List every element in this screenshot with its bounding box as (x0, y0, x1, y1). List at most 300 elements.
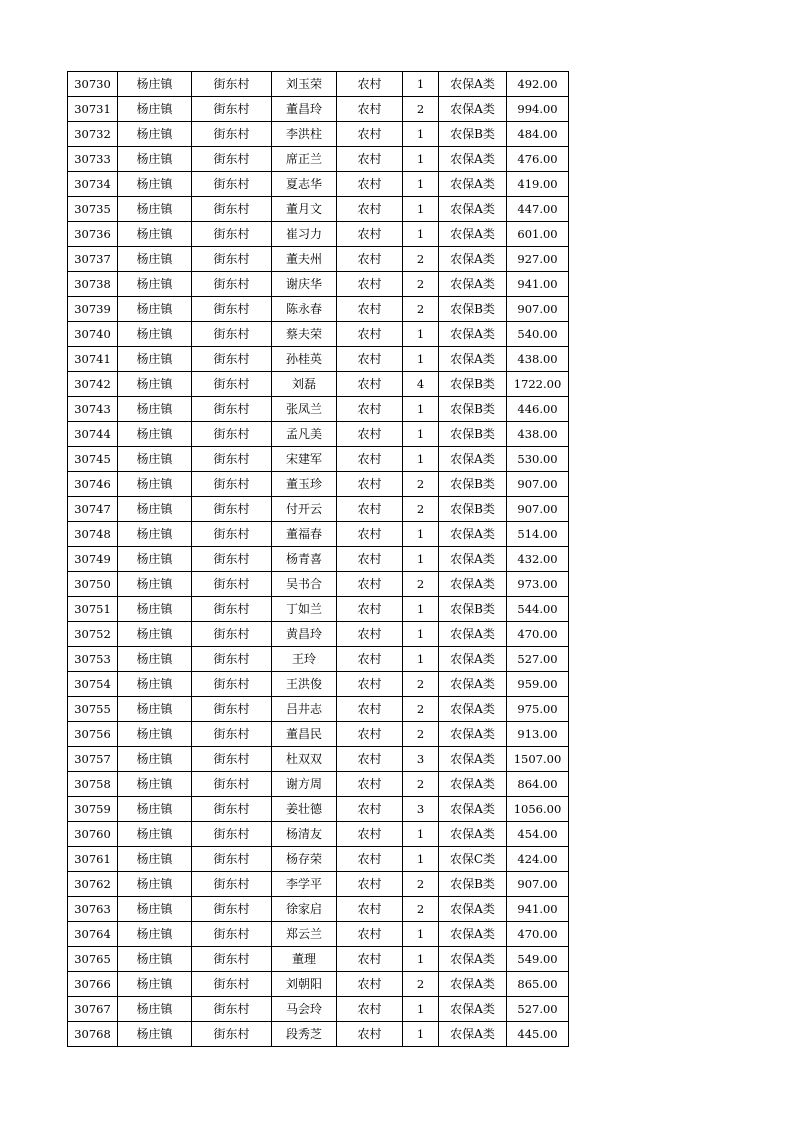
cell-amount: 492.00 (507, 72, 569, 97)
cell-person-name: 董福春 (272, 522, 337, 547)
cell-person-name: 董月文 (272, 197, 337, 222)
cell-member-count: 2 (403, 722, 439, 747)
cell-category: 农保A类 (439, 247, 507, 272)
cell-village: 街东村 (192, 472, 272, 497)
cell-town: 杨庄镇 (118, 372, 192, 397)
cell-town: 杨庄镇 (118, 322, 192, 347)
cell-record-id: 30748 (68, 522, 118, 547)
cell-town: 杨庄镇 (118, 197, 192, 222)
cell-record-id: 30737 (68, 247, 118, 272)
cell-person-name: 董昌民 (272, 722, 337, 747)
cell-category: 农保A类 (439, 522, 507, 547)
cell-member-count: 1 (403, 847, 439, 872)
cell-record-id: 30734 (68, 172, 118, 197)
table-row (68, 897, 569, 922)
cell-amount: 549.00 (507, 947, 569, 972)
cell-record-id: 30741 (68, 347, 118, 372)
cell-person-name: 徐家启 (272, 897, 337, 922)
table-row (68, 622, 569, 647)
cell-village: 街东村 (192, 247, 272, 272)
cell-town: 杨庄镇 (118, 97, 192, 122)
cell-person-name: 杜双双 (272, 747, 337, 772)
cell-record-id: 30763 (68, 897, 118, 922)
cell-member-count: 2 (403, 297, 439, 322)
cell-village: 街东村 (192, 622, 272, 647)
cell-amount: 1507.00 (507, 747, 569, 772)
cell-record-id: 30747 (68, 497, 118, 522)
cell-member-count: 1 (403, 822, 439, 847)
cell-amount: 484.00 (507, 122, 569, 147)
cell-village: 街东村 (192, 297, 272, 322)
cell-category: 农保A类 (439, 972, 507, 997)
cell-person-name: 丁如兰 (272, 597, 337, 622)
cell-member-count: 1 (403, 1022, 439, 1047)
table-row (68, 97, 569, 122)
cell-village: 街东村 (192, 897, 272, 922)
cell-amount: 927.00 (507, 247, 569, 272)
cell-category: 农保A类 (439, 1022, 507, 1047)
table-row (68, 772, 569, 797)
cell-record-id: 30740 (68, 322, 118, 347)
cell-village: 街东村 (192, 922, 272, 947)
cell-person-name: 郑云兰 (272, 922, 337, 947)
cell-amount: 1056.00 (507, 797, 569, 822)
cell-household-type: 农村 (337, 672, 403, 697)
cell-person-name: 王洪俊 (272, 672, 337, 697)
cell-record-id: 30765 (68, 947, 118, 972)
cell-member-count: 1 (403, 422, 439, 447)
cell-member-count: 1 (403, 922, 439, 947)
cell-amount: 445.00 (507, 1022, 569, 1047)
cell-village: 街东村 (192, 997, 272, 1022)
cell-amount: 907.00 (507, 497, 569, 522)
cell-town: 杨庄镇 (118, 447, 192, 472)
cell-category: 农保A类 (439, 672, 507, 697)
table-row (68, 872, 569, 897)
table-row (68, 422, 569, 447)
cell-household-type: 农村 (337, 797, 403, 822)
cell-household-type: 农村 (337, 472, 403, 497)
cell-village: 街东村 (192, 872, 272, 897)
cell-person-name: 刘玉荣 (272, 72, 337, 97)
cell-household-type: 农村 (337, 597, 403, 622)
cell-town: 杨庄镇 (118, 797, 192, 822)
cell-town: 杨庄镇 (118, 72, 192, 97)
cell-household-type: 农村 (337, 897, 403, 922)
cell-household-type: 农村 (337, 622, 403, 647)
cell-record-id: 30738 (68, 272, 118, 297)
cell-town: 杨庄镇 (118, 1022, 192, 1047)
cell-record-id: 30764 (68, 922, 118, 947)
cell-amount: 540.00 (507, 322, 569, 347)
cell-category: 农保A类 (439, 747, 507, 772)
cell-amount: 1722.00 (507, 372, 569, 397)
cell-person-name: 王玲 (272, 647, 337, 672)
cell-village: 街东村 (192, 447, 272, 472)
cell-village: 街东村 (192, 147, 272, 172)
cell-household-type: 农村 (337, 647, 403, 672)
cell-amount: 447.00 (507, 197, 569, 222)
cell-category: 农保C类 (439, 847, 507, 872)
cell-town: 杨庄镇 (118, 697, 192, 722)
cell-person-name: 吴书合 (272, 572, 337, 597)
cell-person-name: 董玉珍 (272, 472, 337, 497)
cell-person-name: 董昌玲 (272, 97, 337, 122)
cell-town: 杨庄镇 (118, 747, 192, 772)
cell-member-count: 2 (403, 672, 439, 697)
table-row (68, 747, 569, 772)
cell-village: 街东村 (192, 597, 272, 622)
cell-amount: 907.00 (507, 297, 569, 322)
cell-town: 杨庄镇 (118, 122, 192, 147)
cell-town: 杨庄镇 (118, 422, 192, 447)
cell-record-id: 30739 (68, 297, 118, 322)
cell-household-type: 农村 (337, 572, 403, 597)
cell-member-count: 1 (403, 547, 439, 572)
cell-amount: 527.00 (507, 997, 569, 1022)
cell-town: 杨庄镇 (118, 872, 192, 897)
cell-town: 杨庄镇 (118, 247, 192, 272)
table-row (68, 972, 569, 997)
cell-record-id: 30745 (68, 447, 118, 472)
cell-household-type: 农村 (337, 197, 403, 222)
cell-amount: 446.00 (507, 397, 569, 422)
cell-amount: 994.00 (507, 97, 569, 122)
table-row (68, 997, 569, 1022)
cell-member-count: 1 (403, 622, 439, 647)
cell-record-id: 30761 (68, 847, 118, 872)
cell-amount: 913.00 (507, 722, 569, 747)
cell-person-name: 谢庆华 (272, 272, 337, 297)
cell-record-id: 30768 (68, 1022, 118, 1047)
cell-category: 农保A类 (439, 147, 507, 172)
cell-village: 街东村 (192, 397, 272, 422)
cell-category: 农保A类 (439, 222, 507, 247)
cell-town: 杨庄镇 (118, 622, 192, 647)
cell-record-id: 30759 (68, 797, 118, 822)
cell-household-type: 农村 (337, 222, 403, 247)
cell-town: 杨庄镇 (118, 272, 192, 297)
cell-member-count: 2 (403, 472, 439, 497)
cell-amount: 907.00 (507, 472, 569, 497)
cell-category: 农保A类 (439, 697, 507, 722)
cell-record-id: 30746 (68, 472, 118, 497)
data-table (67, 71, 569, 1047)
cell-category: 农保B类 (439, 122, 507, 147)
cell-category: 农保A类 (439, 822, 507, 847)
cell-record-id: 30756 (68, 722, 118, 747)
table-body (68, 72, 569, 1047)
cell-person-name: 李学平 (272, 872, 337, 897)
cell-member-count: 1 (403, 522, 439, 547)
cell-household-type: 农村 (337, 447, 403, 472)
cell-person-name: 李洪柱 (272, 122, 337, 147)
cell-category: 农保A类 (439, 797, 507, 822)
cell-village: 街东村 (192, 97, 272, 122)
cell-person-name: 黄昌玲 (272, 622, 337, 647)
cell-person-name: 孙桂英 (272, 347, 337, 372)
cell-town: 杨庄镇 (118, 522, 192, 547)
table-row (68, 472, 569, 497)
cell-record-id: 30749 (68, 547, 118, 572)
cell-amount: 530.00 (507, 447, 569, 472)
cell-household-type: 农村 (337, 972, 403, 997)
cell-category: 农保A类 (439, 622, 507, 647)
cell-record-id: 30750 (68, 572, 118, 597)
cell-person-name: 席正兰 (272, 147, 337, 172)
table-row (68, 297, 569, 322)
cell-person-name: 杨清友 (272, 822, 337, 847)
cell-category: 农保A类 (439, 347, 507, 372)
table-row (68, 697, 569, 722)
cell-person-name: 董夫州 (272, 247, 337, 272)
cell-person-name: 刘朝阳 (272, 972, 337, 997)
table-row (68, 72, 569, 97)
table-row (68, 222, 569, 247)
table-row (68, 197, 569, 222)
cell-member-count: 3 (403, 797, 439, 822)
cell-record-id: 30757 (68, 747, 118, 772)
cell-village: 街东村 (192, 122, 272, 147)
cell-household-type: 农村 (337, 847, 403, 872)
cell-village: 街东村 (192, 372, 272, 397)
cell-village: 街东村 (192, 572, 272, 597)
cell-village: 街东村 (192, 272, 272, 297)
cell-household-type: 农村 (337, 947, 403, 972)
cell-amount: 975.00 (507, 697, 569, 722)
cell-record-id: 30735 (68, 197, 118, 222)
cell-person-name: 姜壮德 (272, 797, 337, 822)
cell-category: 农保A类 (439, 647, 507, 672)
cell-town: 杨庄镇 (118, 472, 192, 497)
cell-category: 农保A类 (439, 197, 507, 222)
cell-record-id: 30758 (68, 772, 118, 797)
cell-category: 农保B类 (439, 397, 507, 422)
cell-town: 杨庄镇 (118, 972, 192, 997)
cell-town: 杨庄镇 (118, 147, 192, 172)
cell-record-id: 30744 (68, 422, 118, 447)
cell-record-id: 30753 (68, 647, 118, 672)
cell-amount: 438.00 (507, 422, 569, 447)
cell-village: 街东村 (192, 347, 272, 372)
cell-person-name: 刘磊 (272, 372, 337, 397)
cell-household-type: 农村 (337, 522, 403, 547)
cell-category: 农保A类 (439, 547, 507, 572)
cell-person-name: 杨存荣 (272, 847, 337, 872)
table-row (68, 722, 569, 747)
cell-amount: 864.00 (507, 772, 569, 797)
cell-category: 农保B类 (439, 372, 507, 397)
cell-household-type: 农村 (337, 172, 403, 197)
table-row (68, 497, 569, 522)
cell-member-count: 1 (403, 997, 439, 1022)
cell-member-count: 1 (403, 172, 439, 197)
cell-household-type: 农村 (337, 497, 403, 522)
cell-household-type: 农村 (337, 122, 403, 147)
cell-member-count: 2 (403, 247, 439, 272)
cell-person-name: 董理 (272, 947, 337, 972)
table-row (68, 572, 569, 597)
cell-member-count: 1 (403, 397, 439, 422)
cell-household-type: 农村 (337, 297, 403, 322)
cell-village: 街东村 (192, 747, 272, 772)
cell-category: 农保B类 (439, 597, 507, 622)
table-row (68, 847, 569, 872)
cell-town: 杨庄镇 (118, 172, 192, 197)
cell-category: 农保B类 (439, 297, 507, 322)
table-row (68, 672, 569, 697)
cell-town: 杨庄镇 (118, 772, 192, 797)
cell-amount: 973.00 (507, 572, 569, 597)
cell-village: 街东村 (192, 697, 272, 722)
cell-person-name: 蔡夫荣 (272, 322, 337, 347)
table-row (68, 147, 569, 172)
cell-amount: 470.00 (507, 622, 569, 647)
cell-category: 农保A类 (439, 97, 507, 122)
cell-category: 农保B类 (439, 422, 507, 447)
cell-household-type: 农村 (337, 697, 403, 722)
cell-village: 街东村 (192, 322, 272, 347)
cell-amount: 941.00 (507, 272, 569, 297)
table-row (68, 1022, 569, 1047)
cell-member-count: 1 (403, 72, 439, 97)
table-row (68, 322, 569, 347)
cell-village: 街东村 (192, 1022, 272, 1047)
cell-amount: 544.00 (507, 597, 569, 622)
cell-record-id: 30732 (68, 122, 118, 147)
cell-household-type: 农村 (337, 747, 403, 772)
cell-household-type: 农村 (337, 147, 403, 172)
cell-village: 街东村 (192, 797, 272, 822)
cell-town: 杨庄镇 (118, 497, 192, 522)
cell-household-type: 农村 (337, 97, 403, 122)
cell-household-type: 农村 (337, 547, 403, 572)
cell-member-count: 2 (403, 272, 439, 297)
cell-household-type: 农村 (337, 872, 403, 897)
cell-town: 杨庄镇 (118, 897, 192, 922)
cell-member-count: 1 (403, 222, 439, 247)
cell-record-id: 30743 (68, 397, 118, 422)
cell-member-count: 2 (403, 97, 439, 122)
cell-town: 杨庄镇 (118, 297, 192, 322)
cell-record-id: 30733 (68, 147, 118, 172)
cell-household-type: 农村 (337, 997, 403, 1022)
cell-village: 街东村 (192, 497, 272, 522)
cell-member-count: 1 (403, 147, 439, 172)
cell-town: 杨庄镇 (118, 547, 192, 572)
table-row (68, 272, 569, 297)
cell-person-name: 杨青喜 (272, 547, 337, 572)
cell-town: 杨庄镇 (118, 847, 192, 872)
cell-village: 街东村 (192, 822, 272, 847)
cell-village: 街东村 (192, 722, 272, 747)
cell-town: 杨庄镇 (118, 822, 192, 847)
cell-member-count: 1 (403, 197, 439, 222)
cell-village: 街东村 (192, 522, 272, 547)
cell-town: 杨庄镇 (118, 997, 192, 1022)
table-row (68, 247, 569, 272)
table-row (68, 522, 569, 547)
cell-category: 农保B类 (439, 497, 507, 522)
cell-town: 杨庄镇 (118, 947, 192, 972)
cell-person-name: 陈永春 (272, 297, 337, 322)
cell-person-name: 崔习力 (272, 222, 337, 247)
cell-record-id: 30730 (68, 72, 118, 97)
table-row (68, 797, 569, 822)
table-row (68, 822, 569, 847)
cell-category: 农保A类 (439, 572, 507, 597)
cell-amount: 601.00 (507, 222, 569, 247)
cell-town: 杨庄镇 (118, 397, 192, 422)
cell-household-type: 农村 (337, 347, 403, 372)
cell-category: 农保B类 (439, 872, 507, 897)
cell-amount: 527.00 (507, 647, 569, 672)
cell-category: 农保A类 (439, 897, 507, 922)
cell-member-count: 3 (403, 747, 439, 772)
cell-category: 农保A类 (439, 322, 507, 347)
cell-category: 农保A类 (439, 922, 507, 947)
cell-person-name: 孟凡美 (272, 422, 337, 447)
table-row (68, 597, 569, 622)
cell-record-id: 30762 (68, 872, 118, 897)
cell-category: 农保B类 (439, 472, 507, 497)
cell-member-count: 4 (403, 372, 439, 397)
cell-person-name: 付开云 (272, 497, 337, 522)
cell-member-count: 1 (403, 447, 439, 472)
cell-village: 街东村 (192, 72, 272, 97)
cell-member-count: 2 (403, 697, 439, 722)
cell-category: 农保A类 (439, 447, 507, 472)
cell-member-count: 2 (403, 572, 439, 597)
cell-town: 杨庄镇 (118, 672, 192, 697)
cell-town: 杨庄镇 (118, 922, 192, 947)
cell-town: 杨庄镇 (118, 222, 192, 247)
cell-category: 农保A类 (439, 272, 507, 297)
cell-town: 杨庄镇 (118, 647, 192, 672)
table-row (68, 397, 569, 422)
cell-record-id: 30751 (68, 597, 118, 622)
cell-member-count: 1 (403, 322, 439, 347)
table-row (68, 172, 569, 197)
cell-household-type: 农村 (337, 422, 403, 447)
cell-record-id: 30736 (68, 222, 118, 247)
cell-town: 杨庄镇 (118, 597, 192, 622)
cell-village: 街东村 (192, 547, 272, 572)
cell-amount: 454.00 (507, 822, 569, 847)
cell-person-name: 夏志华 (272, 172, 337, 197)
cell-village: 街东村 (192, 672, 272, 697)
cell-household-type: 农村 (337, 722, 403, 747)
cell-town: 杨庄镇 (118, 347, 192, 372)
cell-person-name: 马会玲 (272, 997, 337, 1022)
cell-amount: 959.00 (507, 672, 569, 697)
cell-village: 街东村 (192, 972, 272, 997)
cell-record-id: 30760 (68, 822, 118, 847)
cell-amount: 865.00 (507, 972, 569, 997)
cell-village: 街东村 (192, 847, 272, 872)
cell-record-id: 30731 (68, 97, 118, 122)
cell-category: 农保A类 (439, 772, 507, 797)
cell-record-id: 30752 (68, 622, 118, 647)
cell-household-type: 农村 (337, 397, 403, 422)
table-row (68, 647, 569, 672)
cell-member-count: 2 (403, 497, 439, 522)
cell-category: 农保A类 (439, 72, 507, 97)
cell-village: 街东村 (192, 772, 272, 797)
cell-category: 农保A类 (439, 947, 507, 972)
table-row (68, 122, 569, 147)
cell-record-id: 30755 (68, 697, 118, 722)
